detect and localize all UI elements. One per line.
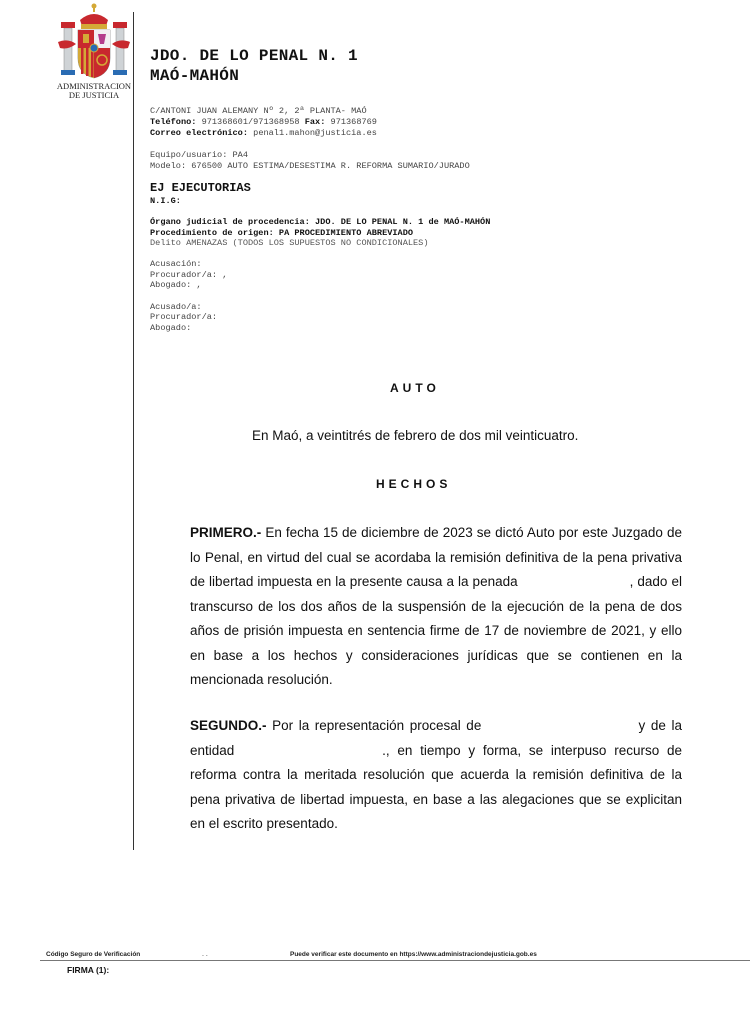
margin-rule	[133, 12, 134, 850]
signature-label: FIRMA (1):	[67, 965, 110, 975]
primero-text-a: En fecha 15 de diciembre de 2023 se dictó Auto por este Juzgado de lo Penal, en virtud del cual se acordaba la remisión definitiva de la pena privativa de libertad impuesta en la presente causa a la penada	[190, 525, 682, 589]
accused-lawyer: Abogado:	[150, 322, 192, 333]
email-label: Correo electrónico:	[150, 128, 248, 138]
phone-fax-line	[150, 117, 470, 128]
origin-procedure: Procedimiento de origen: PA PROCEDIMIENTO ABREVIADO	[150, 227, 414, 238]
court-contact-info	[150, 106, 470, 172]
accused-label: Acusado/a:	[150, 301, 202, 312]
coat-of-arms-icon	[52, 0, 136, 84]
court-city: MAÓ-MAHÓN	[150, 67, 240, 85]
parties-block	[150, 259, 227, 333]
logo-caption-line1: ADMINISTRACION	[56, 81, 132, 91]
accused-procurator: Procurador/a:	[150, 312, 218, 322]
case-origin	[150, 217, 490, 249]
crime-line: Delito AMENAZAS (TODOS LOS SUPUESTOS NO CONDICIONALES)	[150, 238, 429, 248]
date-line: En Maó, a veintitrés de febrero de dos mil veinticuatro.	[252, 428, 579, 443]
segundo-label: SEGUNDO.-	[190, 718, 267, 733]
case-type: EJ EJECUTORIAS	[150, 181, 251, 195]
accusation-lawyer: Abogado: ,	[150, 280, 202, 290]
email-line	[150, 128, 470, 139]
verify-link-text[interactable]: Puede verificar este documento en https://www.administraciondejusticia.gob.es	[290, 951, 537, 958]
segundo-text-c: ., en tiempo y forma, se interpuso recurso de reforma contra la meritada resolución que acuerda la remisión definitiva de la pena privativa de libertad impuesta, en base a las alegaciones que se explicitan en el escrito presentado.	[190, 742, 682, 831]
auto-heading: AUTO	[390, 381, 440, 395]
paragraph-segundo	[150, 714, 682, 837]
nig-label: N.I.G:	[150, 196, 181, 206]
origin-court: Órgano judicial de procedencia: JDO. DE LO PENAL N. 1 de MAÓ-MAHÓN	[150, 217, 491, 227]
phone-label: Teléfono:	[150, 117, 197, 127]
team-user-line: Equipo/usuario: PA4	[150, 150, 248, 160]
segundo-text-a: Por la representación procesal de	[266, 718, 482, 733]
court-name: JDO. DE LO PENAL N. 1	[150, 47, 358, 65]
hechos-heading: HECHOS	[376, 477, 452, 491]
court-address: C/ANTONI JUAN ALEMANY Nº 2, 2ª PLANTA- MAÓ	[150, 106, 367, 116]
accusation-procurator: Procurador/a: ,	[150, 269, 228, 280]
csv-label: Código Seguro de Verificación	[46, 951, 141, 958]
email-value: penal1.mahon@justicia.es	[248, 128, 377, 138]
segundo-text-b: y de la entidad	[190, 718, 682, 758]
paragraph-primero	[150, 521, 682, 693]
primero-label: PRIMERO.-	[190, 525, 262, 540]
footer-rule	[40, 960, 750, 961]
model-line: Modelo: 676500 AUTO ESTIMA/DESESTIMA R. REFORMA SUMARIO/JURADO	[150, 161, 470, 171]
accusation-label: Acusación:	[150, 259, 202, 269]
csv-value: . .	[202, 951, 208, 958]
fax-label: Fax:	[304, 117, 326, 127]
phone-value: 971368601/971368958	[196, 117, 305, 127]
court-title	[150, 46, 358, 86]
fax-value: 971368769	[325, 117, 377, 127]
logo-caption-line2: DE JUSTICIA	[68, 90, 120, 100]
logo-caption	[50, 82, 138, 100]
primero-text-b: , dado el transcurso de los dos años de la suspensión de la ejecución de la pena de dos años de prisión impuesta en sentencia firme de 17 de noviembre de 2021, y ello en base a los hechos y consideraciones jurídicas que se contienen en la mencionada resolución.	[190, 574, 682, 687]
